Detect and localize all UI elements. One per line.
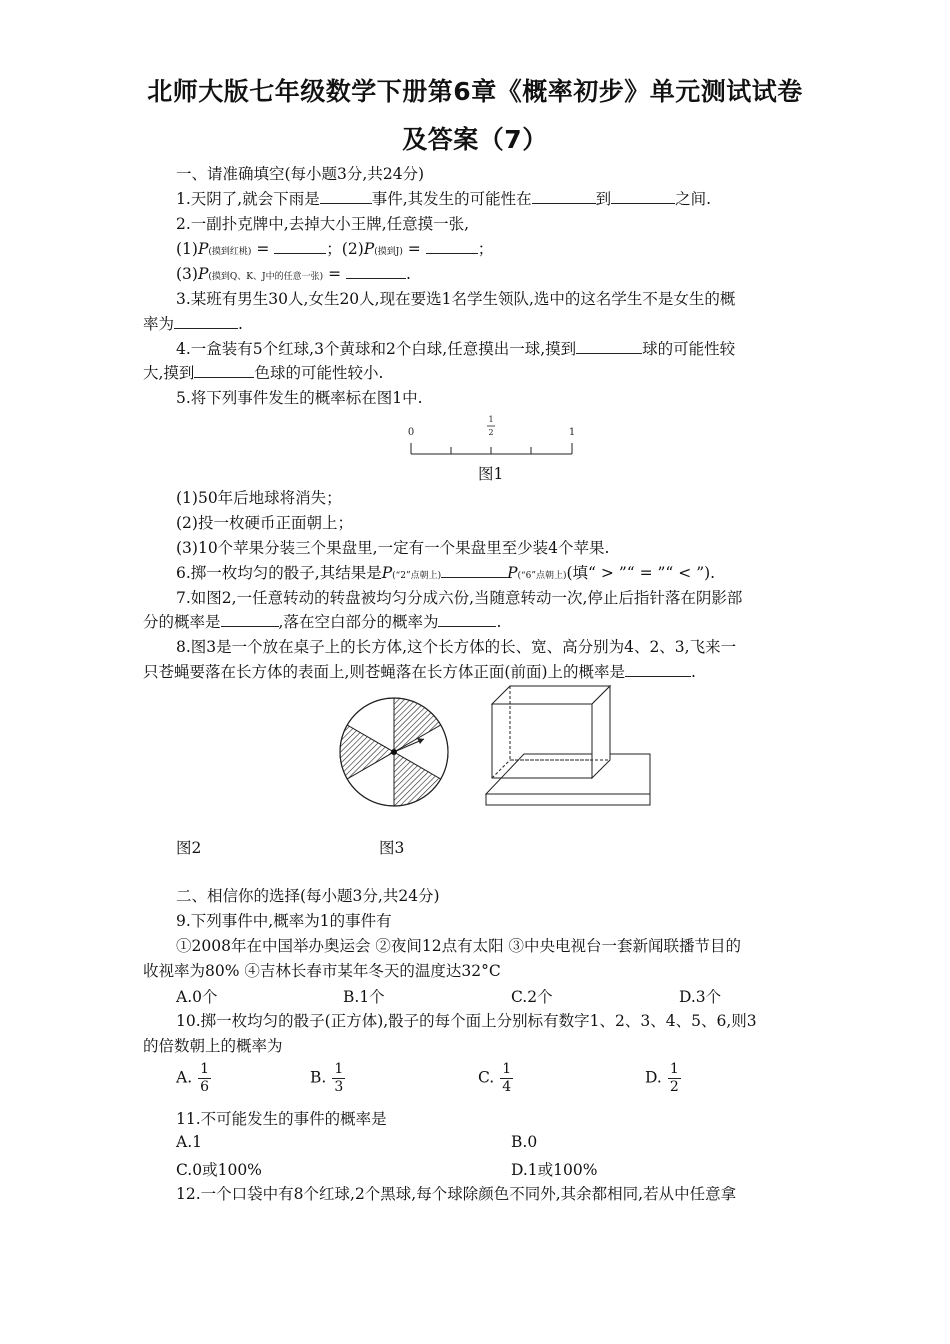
question-5-stem: 5.将下列事件发生的概率标在图1中.	[176, 389, 423, 407]
q4-text-c: 大,摸到	[143, 364, 195, 382]
axis-label-half-den: 2	[488, 428, 494, 437]
q10-option-a[interactable]	[176, 1061, 211, 1096]
section2-heading: 二、相信你的选择(每小题3分,共24分)	[176, 887, 440, 905]
q1-text-c: 到	[595, 190, 612, 208]
q2-p3-sub: (摸到Q、K、J中的任意一张)	[208, 272, 324, 282]
question-7-line-1: 7.如图2,一任意转动的转盘被均匀分成六份,当随意转动一次,停止后指针落在阴影部	[176, 589, 743, 607]
q3-end: .	[238, 315, 243, 333]
q9-option-d[interactable]: D.3个	[679, 988, 722, 1006]
q4-text-b: 球的可能性较	[642, 340, 736, 358]
q2-part1-label: (1)	[176, 240, 198, 258]
q2-p3-letter: P	[197, 265, 209, 283]
q11-option-a[interactable]: A.1	[176, 1133, 202, 1151]
q3-text-b: 率为	[143, 315, 175, 333]
q7-text-c: ,落在空白部分的概率为	[278, 613, 439, 631]
q10-c-den: 4	[502, 1079, 512, 1095]
q7-end: .	[496, 613, 502, 631]
question-11-stem: 11.不可能发生的事件的概率是	[176, 1110, 387, 1128]
q8-end: .	[691, 663, 696, 681]
q10-a-fraction	[198, 1061, 211, 1096]
q7-blank-2[interactable]	[438, 612, 496, 627]
spinner-center	[391, 749, 397, 755]
q2-p1-sub: (摸到红桃)	[208, 247, 252, 257]
q7-blank-1[interactable]	[221, 612, 279, 627]
q10-d-fraction	[668, 1061, 681, 1096]
q7-text-b: 分的概率是	[143, 613, 221, 631]
q6-p1-letter: P	[381, 564, 393, 582]
question-5-item-1: (1)50年后地球将消失；	[176, 489, 342, 507]
question-6	[143, 562, 810, 587]
q2-semi-1: ；	[326, 240, 342, 258]
q2-blank-3[interactable]	[346, 264, 406, 279]
question-2-parts-1-2	[143, 238, 810, 263]
page-title-line-2: 及答案（7）	[402, 125, 548, 154]
q6-p2-letter: P	[507, 564, 518, 582]
q2-blank-2[interactable]	[426, 239, 478, 254]
q11-option-c[interactable]: C.0或100%	[176, 1161, 262, 1179]
q10-d-label: D.	[645, 1068, 662, 1087]
question-8-line-2	[143, 661, 810, 683]
q10-option-c[interactable]	[478, 1061, 513, 1096]
q2-semi-2: ；	[477, 240, 494, 258]
q2-eq-3: =	[323, 265, 346, 283]
q2-p2-letter: P	[363, 240, 375, 258]
q9-option-c[interactable]: C.2个	[511, 988, 553, 1006]
q1-blank-2[interactable]	[532, 189, 596, 204]
q2-end: .	[405, 265, 411, 283]
q10-d-num: 1	[669, 1061, 679, 1077]
question-12-line-1: 12.一个口袋中有8个红球,2个黑球,每个球除颜色不同外,其余都相同,若从中任意拿	[176, 1185, 737, 1203]
q1-text-d: 之间.	[675, 190, 712, 208]
q10-c-label: C.	[478, 1068, 495, 1087]
q11-option-b[interactable]: B.0	[511, 1133, 538, 1151]
q1-blank-1[interactable]	[320, 189, 372, 204]
q2-part2-label: (2)	[341, 240, 364, 258]
figure-2-spinner	[336, 694, 452, 810]
q6-sub-2: (“6”点朝上)	[517, 571, 567, 581]
figure-1-caption: 图1	[478, 465, 504, 483]
question-9-line-1: ①2008年在中国举办奥运会 ②夜间12点有太阳 ③中央电视台一套新闻联播节目的	[176, 937, 742, 955]
figure-1-number-line	[400, 410, 590, 462]
q2-blank-1[interactable]	[274, 239, 326, 254]
q10-b-label: B.	[310, 1068, 327, 1087]
q2-p2-sub: (摸到J)	[374, 247, 403, 257]
question-9-stem: 9.下列事件中,概率为1的事件有	[176, 912, 392, 930]
question-7-line-2	[143, 611, 810, 633]
question-5-item-2: (2)投一枚硬币正面朝上；	[176, 514, 353, 532]
figure-2-caption: 图2	[176, 839, 202, 857]
q10-option-b[interactable]	[310, 1061, 345, 1096]
question-8-line-1: 8.图3是一个放在桌子上的长方体,这个长方体的长、宽、高分别为4、2、3,飞来一	[176, 638, 737, 656]
q10-c-num: 1	[502, 1061, 512, 1077]
q8-blank[interactable]	[625, 662, 691, 677]
q9-option-a[interactable]: A.0个	[176, 988, 218, 1006]
question-3-line-1: 3.某班有男生30人,女生20人,现在要选1名学生领队,选中的这名学生不是女生的概	[176, 290, 736, 308]
q10-d-den: 2	[669, 1079, 679, 1095]
q2-eq-1: =	[251, 240, 275, 258]
q2-eq-2: =	[402, 240, 426, 258]
q6-sub-1: (“2”点朝上)	[392, 571, 442, 581]
q2-part3-label: (3)	[176, 265, 198, 283]
q10-a-num: 1	[200, 1061, 210, 1077]
figure-3-caption: 图3	[379, 839, 405, 857]
question-4-line-1	[143, 338, 810, 360]
q4-blank-1[interactable]	[576, 339, 642, 354]
q3-blank[interactable]	[174, 314, 238, 329]
question-9-line-2: 收视率为80% ④吉林长春市某年冬天的温度达32°C	[143, 962, 501, 980]
axis-label-half-num: 1	[488, 415, 494, 424]
q10-b-fraction	[332, 1061, 345, 1096]
q10-b-num: 1	[334, 1061, 344, 1077]
axis-label-0: 0	[407, 427, 415, 438]
q4-text-d: 色球的可能性较小.	[254, 364, 384, 382]
question-1	[143, 188, 810, 210]
question-4-line-2	[143, 362, 810, 384]
figure-3-cuboid	[484, 684, 654, 808]
q6-blank[interactable]	[441, 563, 507, 578]
q11-option-d[interactable]: D.1或100%	[511, 1161, 598, 1179]
table-edge	[486, 794, 650, 805]
question-5-item-3: (3)10个苹果分装三个果盘里,一定有一个果盘里至少装4个苹果.	[176, 539, 610, 557]
axis-label-1: 1	[568, 427, 576, 438]
q10-option-d[interactable]	[645, 1061, 681, 1096]
q10-a-label: A.	[176, 1068, 193, 1087]
q6-text-a: 6.掷一枚均匀的骰子,其结果是	[176, 564, 382, 582]
question-3-line-2	[143, 313, 810, 335]
q1-blank-3[interactable]	[611, 189, 675, 204]
question-10-line-2: 的倍数朝上的概率为	[143, 1037, 283, 1055]
q2-p1-letter: P	[197, 240, 209, 258]
q4-blank-2[interactable]	[194, 363, 254, 378]
page-title-line-1: 北师大版七年级数学下册第6章《概率初步》单元测试试卷	[147, 77, 803, 106]
q1-text-a: 1.天阴了,就会下雨是	[176, 190, 320, 208]
q8-text-b: 只苍蝇要落在长方体的表面上,则苍蝇落在长方体正面(前面)上的概率是	[143, 663, 626, 681]
q4-text-a: 4.一盒装有5个红球,3个黄球和2个白球,任意摸出一球,摸到	[176, 340, 577, 358]
question-10-line-1: 10.掷一枚均匀的骰子(正方体),骰子的每个面上分别标有数字1、2、3、4、5、6,则3	[176, 1012, 757, 1030]
question-2-part-3	[143, 263, 810, 288]
q9-option-b[interactable]: B.1个	[343, 988, 385, 1006]
q10-c-fraction	[500, 1061, 513, 1096]
q10-a-den: 6	[200, 1079, 210, 1095]
question-2-stem: 2.一副扑克牌中,去掉大小王牌,任意摸一张,	[176, 215, 470, 233]
q1-text-b: 事件,其发生的可能性在	[371, 190, 532, 208]
q6-text-b: (填“ > ”“ = ”“ < ”).	[566, 564, 716, 582]
q10-b-den: 3	[334, 1079, 344, 1095]
section1-heading: 一、请准确填空(每小题3分,共24分)	[176, 165, 425, 183]
